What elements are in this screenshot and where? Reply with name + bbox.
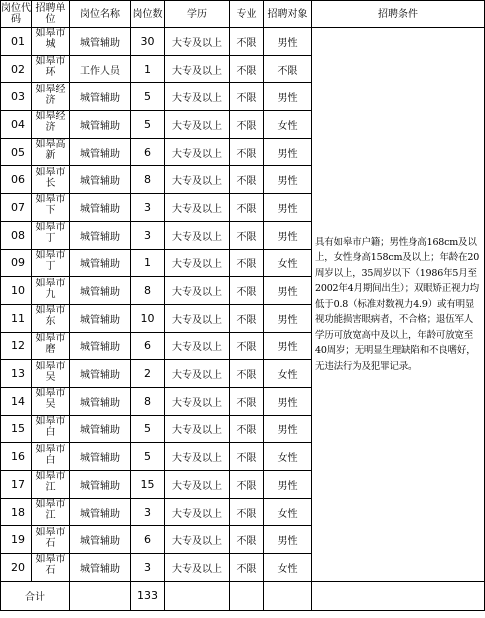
row-code: 02 <box>1 55 32 83</box>
row-position: 城管辅助 <box>70 360 131 388</box>
row-unit <box>32 166 70 194</box>
header-conditions: 招聘条件 <box>312 1 485 28</box>
row-major: 不限 <box>230 415 264 443</box>
row-count: 8 <box>131 277 165 305</box>
row-unit-text: 如皋市吴 <box>35 360 66 383</box>
row-unit-text: 如皋经济 <box>35 111 66 134</box>
row-major: 不限 <box>230 443 264 471</box>
row-unit <box>32 111 70 139</box>
row-position: 城管辅助 <box>70 554 131 582</box>
row-target: 男性 <box>264 526 312 554</box>
row-unit <box>32 138 70 166</box>
row-education: 大专及以上 <box>165 498 230 526</box>
row-code: 10 <box>1 277 32 305</box>
total-row <box>1 581 485 610</box>
total-empty-target <box>264 581 312 610</box>
row-major: 不限 <box>230 387 264 415</box>
row-unit-text: 如皋市江 <box>35 499 66 522</box>
row-education: 大专及以上 <box>165 83 230 111</box>
row-code: 13 <box>1 360 32 388</box>
row-count: 8 <box>131 387 165 415</box>
row-unit-text: 如皋市环 <box>35 56 66 79</box>
row-unit <box>32 415 70 443</box>
total-label: 合计 <box>1 581 70 610</box>
row-major: 不限 <box>230 166 264 194</box>
row-target: 女性 <box>264 360 312 388</box>
row-education: 大专及以上 <box>165 387 230 415</box>
row-unit-text: 如皋市丁 <box>35 222 66 245</box>
row-unit-text: 如皋经济 <box>35 83 66 106</box>
row-count: 5 <box>131 111 165 139</box>
row-count: 10 <box>131 304 165 332</box>
row-target: 男性 <box>264 415 312 443</box>
row-unit <box>32 332 70 360</box>
row-education: 大专及以上 <box>165 526 230 554</box>
row-position: 城管辅助 <box>70 249 131 277</box>
row-unit <box>32 526 70 554</box>
row-position: 城管辅助 <box>70 415 131 443</box>
row-education: 大专及以上 <box>165 332 230 360</box>
row-target: 男性 <box>264 28 312 56</box>
row-target: 女性 <box>264 443 312 471</box>
row-unit-text: 如皋市磨 <box>35 332 66 355</box>
row-target: 男性 <box>264 387 312 415</box>
table-row <box>1 28 485 56</box>
row-education: 大专及以上 <box>165 28 230 56</box>
row-position: 城管辅助 <box>70 443 131 471</box>
header-code: 岗位代码 <box>1 1 32 28</box>
row-unit <box>32 304 70 332</box>
row-code: 16 <box>1 443 32 471</box>
row-major: 不限 <box>230 526 264 554</box>
row-unit-text: 如皋市九 <box>35 277 66 300</box>
row-position: 城管辅助 <box>70 166 131 194</box>
row-code: 01 <box>1 28 32 56</box>
row-unit <box>32 249 70 277</box>
row-major: 不限 <box>230 498 264 526</box>
row-major: 不限 <box>230 138 264 166</box>
row-count: 5 <box>131 443 165 471</box>
row-target: 不限 <box>264 55 312 83</box>
row-position: 城管辅助 <box>70 111 131 139</box>
row-major: 不限 <box>230 83 264 111</box>
row-major: 不限 <box>230 471 264 499</box>
row-unit <box>32 28 70 56</box>
row-count: 5 <box>131 415 165 443</box>
row-count: 3 <box>131 194 165 222</box>
row-code: 07 <box>1 194 32 222</box>
table-body <box>1 28 485 582</box>
total-empty-major <box>230 581 264 610</box>
row-position: 城管辅助 <box>70 498 131 526</box>
row-unit <box>32 554 70 582</box>
row-count: 2 <box>131 360 165 388</box>
row-major: 不限 <box>230 249 264 277</box>
row-unit-text: 如皋市吴 <box>35 388 66 411</box>
row-target: 男性 <box>264 221 312 249</box>
row-code: 18 <box>1 498 32 526</box>
row-major: 不限 <box>230 55 264 83</box>
row-major: 不限 <box>230 28 264 56</box>
header-major: 专业 <box>230 1 264 28</box>
header-education: 学历 <box>165 1 230 28</box>
row-code: 03 <box>1 83 32 111</box>
row-education: 大专及以上 <box>165 554 230 582</box>
row-target: 男性 <box>264 83 312 111</box>
row-unit <box>32 277 70 305</box>
row-count: 5 <box>131 83 165 111</box>
row-count: 8 <box>131 166 165 194</box>
row-major: 不限 <box>230 111 264 139</box>
row-unit <box>32 360 70 388</box>
row-code: 09 <box>1 249 32 277</box>
row-major: 不限 <box>230 194 264 222</box>
row-count: 1 <box>131 55 165 83</box>
total-empty-position <box>70 581 131 610</box>
row-unit <box>32 443 70 471</box>
row-count: 6 <box>131 526 165 554</box>
row-major: 不限 <box>230 277 264 305</box>
row-unit-text: 如皋市下 <box>35 194 66 217</box>
row-unit <box>32 221 70 249</box>
row-code: 08 <box>1 221 32 249</box>
row-education: 大专及以上 <box>165 443 230 471</box>
row-education: 大专及以上 <box>165 166 230 194</box>
total-empty-education <box>165 581 230 610</box>
row-unit <box>32 387 70 415</box>
row-education: 大专及以上 <box>165 111 230 139</box>
row-code: 05 <box>1 138 32 166</box>
row-unit-text: 如皋市长 <box>35 166 66 189</box>
row-unit <box>32 471 70 499</box>
total-count: 133 <box>131 581 165 610</box>
row-code: 15 <box>1 415 32 443</box>
row-count: 6 <box>131 332 165 360</box>
row-unit-text: 如皋市石 <box>35 554 66 577</box>
row-code: 14 <box>1 387 32 415</box>
row-code: 17 <box>1 471 32 499</box>
row-position: 城管辅助 <box>70 138 131 166</box>
header-unit: 招聘单位 <box>32 1 70 28</box>
row-code: 20 <box>1 554 32 582</box>
row-education: 大专及以上 <box>165 277 230 305</box>
row-code: 11 <box>1 304 32 332</box>
row-position: 城管辅助 <box>70 332 131 360</box>
row-education: 大专及以上 <box>165 221 230 249</box>
row-unit-text: 如皋市江 <box>35 471 66 494</box>
row-unit-text: 如皋市白 <box>35 443 66 466</box>
row-position: 城管辅助 <box>70 304 131 332</box>
row-position: 城管辅助 <box>70 526 131 554</box>
row-unit-text: 如皋市石 <box>35 526 66 549</box>
row-major: 不限 <box>230 554 264 582</box>
row-target: 女性 <box>264 498 312 526</box>
row-education: 大专及以上 <box>165 304 230 332</box>
row-unit <box>32 498 70 526</box>
row-target: 男性 <box>264 194 312 222</box>
row-count: 3 <box>131 554 165 582</box>
row-target: 男性 <box>264 304 312 332</box>
row-target: 男性 <box>264 471 312 499</box>
row-unit-text: 如皋高新 <box>35 139 66 162</box>
row-target: 男性 <box>264 332 312 360</box>
row-major: 不限 <box>230 332 264 360</box>
row-target: 女性 <box>264 554 312 582</box>
row-unit-text: 如皋市城 <box>35 28 66 51</box>
row-target: 男性 <box>264 277 312 305</box>
row-education: 大专及以上 <box>165 360 230 388</box>
row-education: 大专及以上 <box>165 415 230 443</box>
row-count: 15 <box>131 471 165 499</box>
row-unit <box>32 83 70 111</box>
header-position: 岗位名称 <box>70 1 131 28</box>
total-empty-conditions <box>312 581 485 610</box>
table-header-row <box>1 1 485 28</box>
header-target: 招聘对象 <box>264 1 312 28</box>
row-unit-text: 如皋市丁 <box>35 249 66 272</box>
row-code: 04 <box>1 111 32 139</box>
row-code: 12 <box>1 332 32 360</box>
row-target: 男性 <box>264 166 312 194</box>
conditions-cell: 具有如皋市户籍；男性身高168cm及以上，女性身高158cm及以上；年龄在20周岁以上，35周岁以下（1986年5月至2002年4月期间出生）；双眼矫正视力均低于0.8（标准对数视力4.9）或有明显视功能损害眼病者，不合格；退伍军人学历可放宽高中及以上，年龄可放宽至40周岁；无明显生理缺陷和不良嗜好，无违法行为及犯罪记录。 <box>312 28 485 582</box>
row-position: 城管辅助 <box>70 194 131 222</box>
row-unit <box>32 55 70 83</box>
row-position: 城管辅助 <box>70 387 131 415</box>
row-education: 大专及以上 <box>165 55 230 83</box>
row-position: 城管辅助 <box>70 28 131 56</box>
row-position: 工作人员 <box>70 55 131 83</box>
row-target: 女性 <box>264 249 312 277</box>
row-code: 19 <box>1 526 32 554</box>
row-count: 3 <box>131 221 165 249</box>
row-position: 城管辅助 <box>70 221 131 249</box>
header-count: 岗位数 <box>131 1 165 28</box>
row-major: 不限 <box>230 304 264 332</box>
row-unit <box>32 194 70 222</box>
row-count: 6 <box>131 138 165 166</box>
row-count: 3 <box>131 498 165 526</box>
row-position: 城管辅助 <box>70 83 131 111</box>
row-education: 大专及以上 <box>165 249 230 277</box>
row-unit-text: 如皋市东 <box>35 305 66 328</box>
row-position: 城管辅助 <box>70 277 131 305</box>
row-count: 1 <box>131 249 165 277</box>
row-major: 不限 <box>230 221 264 249</box>
row-unit-text: 如皋市白 <box>35 415 66 438</box>
row-major: 不限 <box>230 360 264 388</box>
row-position: 城管辅助 <box>70 471 131 499</box>
row-education: 大专及以上 <box>165 138 230 166</box>
row-count: 30 <box>131 28 165 56</box>
row-education: 大专及以上 <box>165 471 230 499</box>
row-education: 大专及以上 <box>165 194 230 222</box>
row-code: 06 <box>1 166 32 194</box>
row-target: 女性 <box>264 111 312 139</box>
row-target: 男性 <box>264 138 312 166</box>
